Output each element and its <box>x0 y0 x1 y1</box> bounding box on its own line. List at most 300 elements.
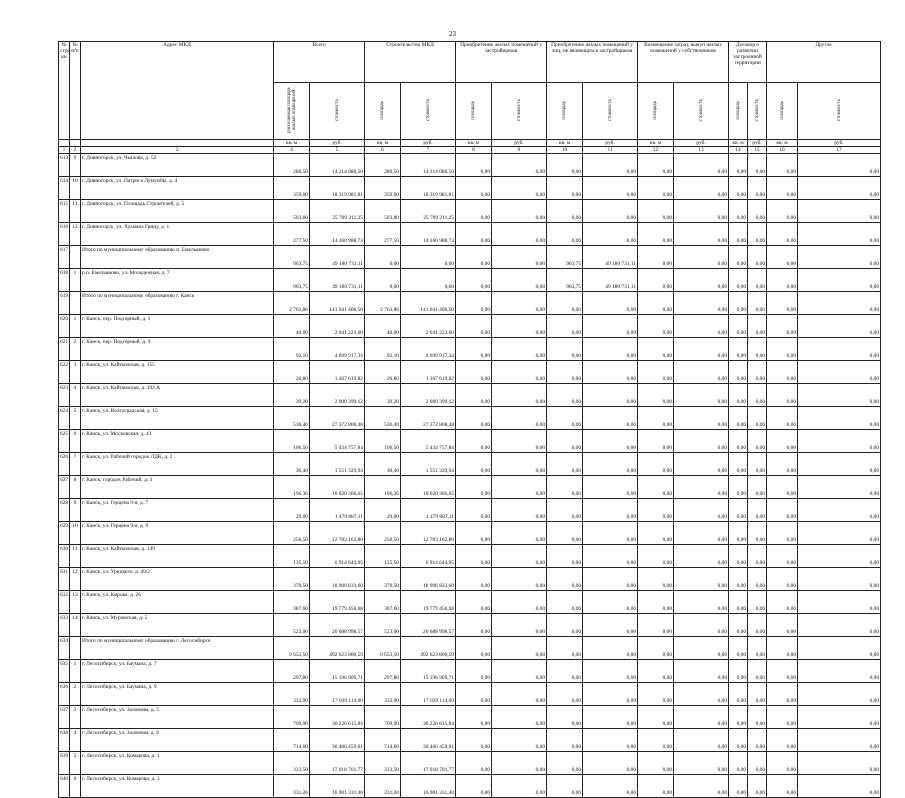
value-cell: 0,00 <box>583 660 638 683</box>
value-cell: 0,00 <box>456 706 492 729</box>
value-cell: 0,00 <box>748 545 767 568</box>
pp-number-cell: 4 <box>70 729 81 752</box>
units-row <box>59 140 881 147</box>
value-cell: 0,00 <box>547 338 583 361</box>
value-cell: 135,50 <box>274 545 310 568</box>
value-cell: 0,00 <box>729 637 748 660</box>
column-number-cell: 5 <box>310 147 365 154</box>
value-cell: 250,50 <box>365 522 401 545</box>
value-cell: 0,00 <box>638 223 674 246</box>
address-cell: г. Дивногорск, ул. Хулмана Грицу, д. 1 <box>81 223 274 246</box>
column-number-cell: 1 <box>59 147 70 154</box>
page-number: 23 <box>449 30 456 38</box>
value-cell: 0,00 <box>674 154 729 177</box>
value-cell: 0,00 <box>798 430 881 453</box>
value-cell: 331,20 <box>365 775 401 798</box>
value-cell: 0,00 <box>583 476 638 499</box>
value-cell: 277,50 <box>365 223 401 246</box>
value-cell: 0,00 <box>748 177 767 200</box>
value-cell: 963,75 <box>274 246 310 269</box>
value-cell: 19 779 456,68 <box>401 591 456 614</box>
subhead-cost: стоимость <box>334 99 340 121</box>
value-cell: 0,00 <box>729 292 748 315</box>
table-row <box>59 223 881 246</box>
column-number-cell: 6 <box>365 147 401 154</box>
value-cell: 0,00 <box>638 660 674 683</box>
value-cell: 0,00 <box>638 384 674 407</box>
address-cell: г. Лесосибирск, ул. Комарова, д. 1 <box>81 752 274 775</box>
value-cell: 15 196 909,71 <box>310 660 365 683</box>
value-cell: 0,00 <box>547 476 583 499</box>
value-cell: 0,00 <box>748 246 767 269</box>
column-number-cell: 14 <box>729 147 748 154</box>
value-cell: 0,00 <box>583 499 638 522</box>
value-cell: 0,00 <box>798 591 881 614</box>
value-cell: 0,00 <box>492 476 547 499</box>
value-cell: 0,00 <box>729 476 748 499</box>
table-row <box>59 591 881 614</box>
value-cell: 0,00 <box>767 706 798 729</box>
value-cell: 0,00 <box>729 660 748 683</box>
row-number-cell: 628 <box>59 499 70 522</box>
value-cell: 14 160 988,73 <box>401 223 456 246</box>
header-purchase-developers: Приобретение жилых помещений у застройщиков <box>456 42 547 83</box>
value-cell: 0,00 <box>798 315 881 338</box>
value-cell: 1 551 329,94 <box>310 453 365 476</box>
value-cell: 0,00 <box>767 292 798 315</box>
value-cell: 0,00 <box>798 200 881 223</box>
value-cell: 0,00 <box>583 361 638 384</box>
address-cell: г. Канск, ул. Кайтымская, д. 149 <box>81 545 274 568</box>
value-cell: 523,00 <box>365 614 401 637</box>
value-cell: 0,00 <box>638 177 674 200</box>
value-cell: 0,00 <box>767 177 798 200</box>
table-row <box>59 177 881 200</box>
table-row <box>59 775 881 798</box>
table-row <box>59 522 881 545</box>
value-cell: 12 783 162,80 <box>401 522 456 545</box>
value-cell: 0,00 <box>638 407 674 430</box>
value-cell: 0,00 <box>583 223 638 246</box>
value-cell: 0,00 <box>674 591 729 614</box>
value-cell: 0,00 <box>492 729 547 752</box>
row-number-cell: 617 <box>59 246 70 269</box>
value-cell: 0,00 <box>492 338 547 361</box>
value-cell: 26,80 <box>365 361 401 384</box>
value-cell: 0,00 <box>547 223 583 246</box>
value-cell: 0,00 <box>456 453 492 476</box>
value-cell: 0,00 <box>674 545 729 568</box>
value-cell: 0,00 <box>798 177 881 200</box>
value-cell: 0,00 <box>674 200 729 223</box>
value-cell: 27 372 808,48 <box>310 407 365 430</box>
value-cell: 0,00 <box>674 315 729 338</box>
address-cell: г. Лесосибирск, ул. Заломова, д. 6 <box>81 729 274 752</box>
value-cell: 0,00 <box>456 407 492 430</box>
pp-number-cell: 14 <box>70 614 81 637</box>
value-cell: 536,40 <box>274 407 310 430</box>
value-cell: 0,00 <box>748 614 767 637</box>
value-cell: 503,80 <box>365 200 401 223</box>
value-cell: 0,00 <box>583 706 638 729</box>
value-cell: 14 314 080,50 <box>401 154 456 177</box>
table-row <box>59 568 881 591</box>
value-cell: 0,00 <box>729 315 748 338</box>
value-cell: 0,00 <box>748 706 767 729</box>
value-cell: 333,90 <box>365 683 401 706</box>
value-cell: 714,60 <box>365 729 401 752</box>
value-cell: 0,00 <box>456 154 492 177</box>
value-cell: 0,00 <box>748 568 767 591</box>
pp-number-cell: 1 <box>70 315 81 338</box>
column-number-cell: 3 <box>81 147 274 154</box>
subhead-cost: стоимость <box>607 99 613 121</box>
value-cell: 0,00 <box>456 476 492 499</box>
value-cell: 0,00 <box>492 200 547 223</box>
value-cell: 0,00 <box>547 637 583 660</box>
value-cell: 0,00 <box>492 384 547 407</box>
value-cell: 0,00 <box>748 269 767 292</box>
table-row <box>59 637 881 660</box>
value-cell: 29,00 <box>365 499 401 522</box>
value-cell: 0,00 <box>456 246 492 269</box>
address-cell: Итого по муниципальному образованию г. Канск <box>81 292 274 315</box>
table-row <box>59 200 881 223</box>
value-cell: 40,00 <box>274 315 310 338</box>
pp-number-cell: 6 <box>70 775 81 798</box>
value-cell: 0,00 <box>583 729 638 752</box>
value-cell: 0,00 <box>547 591 583 614</box>
value-cell: 359,00 <box>274 177 310 200</box>
value-cell: 106,50 <box>274 430 310 453</box>
value-cell: 0,00 <box>674 407 729 430</box>
value-cell: 1 479 887,11 <box>310 499 365 522</box>
value-cell: 0,00 <box>547 200 583 223</box>
pp-number-cell: 4 <box>70 384 81 407</box>
value-cell: 0,00 <box>674 453 729 476</box>
value-cell: 0,00 <box>798 683 881 706</box>
value-cell: 0,00 <box>456 292 492 315</box>
value-cell: 0,00 <box>583 545 638 568</box>
value-cell: 0,00 <box>638 476 674 499</box>
value-cell: 963,75 <box>274 269 310 292</box>
address-cell: г. Канск, ул. Герцена 9-я, д. 7 <box>81 499 274 522</box>
row-number-cell: 626 <box>59 453 70 476</box>
value-cell: 0,00 <box>547 154 583 177</box>
pp-number-cell <box>70 292 81 315</box>
subhead-area: площадь <box>779 100 785 120</box>
value-cell: 0,00 <box>748 292 767 315</box>
value-cell: 0,00 <box>729 568 748 591</box>
value-cell: 49 180 731,11 <box>310 269 365 292</box>
value-cell: 2 041 223,60 <box>310 315 365 338</box>
value-cell: 0,00 <box>583 453 638 476</box>
value-cell: 0,00 <box>456 568 492 591</box>
value-cell: 0,00 <box>492 499 547 522</box>
value-cell: 0,00 <box>456 200 492 223</box>
value-cell: 0,00 <box>492 154 547 177</box>
row-number-cell: 618 <box>59 269 70 292</box>
units-cell: кв. м <box>456 140 492 147</box>
value-cell: 0,00 <box>583 315 638 338</box>
value-cell: 0,00 <box>674 499 729 522</box>
value-cell: 0,00 <box>492 545 547 568</box>
value-cell: 0,00 <box>767 660 798 683</box>
units-cell: руб. <box>310 140 365 147</box>
value-cell: 0,00 <box>492 614 547 637</box>
value-cell: 0,00 <box>748 453 767 476</box>
value-cell: 0,00 <box>674 522 729 545</box>
value-cell: 5 434 757,84 <box>310 430 365 453</box>
table-row <box>59 476 881 499</box>
address-cell: г. Канск, ул. Урицкого, д. 49/2 <box>81 568 274 591</box>
value-cell: 0,00 <box>456 729 492 752</box>
value-cell: 0,00 <box>456 591 492 614</box>
value-cell: 0,00 <box>638 361 674 384</box>
value-cell: 0,00 <box>729 430 748 453</box>
units-cell: руб. <box>798 140 881 147</box>
value-cell: 0,00 <box>674 752 729 775</box>
value-cell: 18 906 833,60 <box>401 568 456 591</box>
value-cell: 0,00 <box>547 729 583 752</box>
address-cell: г. Канск, ул. Рабочий городок ЛДК, д. 2 <box>81 453 274 476</box>
value-cell: 141 041 406,50 <box>401 292 456 315</box>
units-cell: руб. <box>583 140 638 147</box>
value-cell: 0,00 <box>456 315 492 338</box>
value-cell: 0,00 <box>798 614 881 637</box>
value-cell: 0,00 <box>583 522 638 545</box>
value-cell: 2 041 223,60 <box>401 315 456 338</box>
value-cell: 0,00 <box>767 775 798 798</box>
value-cell: 1 367 619,82 <box>310 361 365 384</box>
value-cell: 0,00 <box>547 499 583 522</box>
value-cell: 0,00 <box>767 407 798 430</box>
value-cell: 0,00 <box>547 430 583 453</box>
value-cell: 6 914 644,95 <box>401 545 456 568</box>
value-cell: 0,00 <box>456 499 492 522</box>
header-other: Другое <box>767 42 881 83</box>
value-cell: 0,00 <box>583 384 638 407</box>
value-cell: 0,00 <box>729 752 748 775</box>
value-cell: 0,00 <box>729 729 748 752</box>
subhead-cost: стоимость <box>836 99 842 121</box>
value-cell: 0,00 <box>748 430 767 453</box>
units-cell: кв. м <box>365 140 401 147</box>
value-cell: 0,00 <box>638 338 674 361</box>
value-cell: 0,00 <box>674 430 729 453</box>
value-cell: 0,00 <box>798 292 881 315</box>
value-cell: 0,00 <box>674 660 729 683</box>
subhead-cost: стоимость <box>425 99 431 121</box>
value-cell: 0,00 <box>798 154 881 177</box>
value-cell: 0,00 <box>638 752 674 775</box>
row-number-cell: 630 <box>59 545 70 568</box>
value-cell: 19 779 456,68 <box>310 591 365 614</box>
value-cell: 280,50 <box>274 154 310 177</box>
units-cell-empty <box>81 140 274 147</box>
row-number-cell: 640 <box>59 775 70 798</box>
row-number-cell: 625 <box>59 430 70 453</box>
value-cell: 15 196 909,71 <box>401 660 456 683</box>
value-cell: 0,00 <box>729 499 748 522</box>
table-row <box>59 683 881 706</box>
value-cell: 0,00 <box>547 706 583 729</box>
value-cell: 0,00 <box>674 476 729 499</box>
value-cell: 0,00 <box>674 177 729 200</box>
column-numbers-row <box>59 147 881 154</box>
value-cell: 2 763,86 <box>274 292 310 315</box>
value-cell: 14 160 988,73 <box>310 223 365 246</box>
pp-number-cell: 9 <box>70 154 81 177</box>
value-cell: 492 623 800,59 <box>401 637 456 660</box>
value-cell: 297,80 <box>274 660 310 683</box>
value-cell: 0,00 <box>492 775 547 798</box>
value-cell: 0,00 <box>638 591 674 614</box>
value-cell: 277,50 <box>274 223 310 246</box>
value-cell: 2 000 399,12 <box>401 384 456 407</box>
value-cell: 36 466 459,61 <box>310 729 365 752</box>
value-cell: 0,00 <box>638 637 674 660</box>
value-cell: 503,80 <box>274 200 310 223</box>
table-row <box>59 338 881 361</box>
subhead-cost: стоимость <box>754 99 760 121</box>
pp-number-cell: 12 <box>70 223 81 246</box>
value-cell: 36 226 615,84 <box>310 706 365 729</box>
row-number-cell: 619 <box>59 292 70 315</box>
value-cell: 6 914 644,95 <box>310 545 365 568</box>
value-cell: 523,00 <box>274 614 310 637</box>
value-cell: 0,00 <box>583 637 638 660</box>
value-cell: 0,00 <box>638 683 674 706</box>
value-cell: 0,00 <box>401 246 456 269</box>
row-number-cell: 636 <box>59 683 70 706</box>
value-cell: 0,00 <box>767 430 798 453</box>
value-cell: 0,00 <box>492 292 547 315</box>
header-construction: Строительство МКД <box>365 42 456 83</box>
value-cell: 0,00 <box>492 568 547 591</box>
value-cell: 40,00 <box>365 315 401 338</box>
value-cell: 0,00 <box>748 591 767 614</box>
address-cell: г. Канск, пер. Подгорный, д. 1 <box>81 315 274 338</box>
subhead-area: площадь <box>380 100 385 120</box>
row-number-cell: 614 <box>59 177 70 200</box>
header-pp-number: № п/п <box>70 42 81 140</box>
value-cell: 0,00 <box>492 453 547 476</box>
value-cell: 0,00 <box>456 177 492 200</box>
value-cell: 0,00 <box>798 637 881 660</box>
value-cell: 0,00 <box>767 269 798 292</box>
value-cell: 9 653,50 <box>274 637 310 660</box>
value-cell: 0,00 <box>798 545 881 568</box>
value-cell: 331,20 <box>274 775 310 798</box>
value-cell: 0,00 <box>547 614 583 637</box>
value-cell: 0,00 <box>638 568 674 591</box>
value-cell: 0,00 <box>674 361 729 384</box>
column-number-cell: 10 <box>547 147 583 154</box>
units-cell: руб. <box>492 140 547 147</box>
value-cell: 30,40 <box>365 453 401 476</box>
pp-number-cell: 2 <box>70 683 81 706</box>
header-contract: Договор о развитии застроенной территории <box>729 42 767 83</box>
value-cell: 0,00 <box>767 614 798 637</box>
table-row <box>59 292 881 315</box>
value-cell: 0,00 <box>638 315 674 338</box>
value-cell: 12 783 162,80 <box>310 522 365 545</box>
units-cell-empty <box>70 140 81 147</box>
row-number-cell: 616 <box>59 223 70 246</box>
value-cell: 0,00 <box>767 361 798 384</box>
address-cell: г. Канск, ул. Муромская, д. 5 <box>81 614 274 637</box>
value-cell: 18 319 981,81 <box>310 177 365 200</box>
units-cell-empty <box>59 140 70 147</box>
value-cell: 0,00 <box>767 683 798 706</box>
value-cell: 0,00 <box>492 591 547 614</box>
units-cell: руб. <box>748 140 767 147</box>
value-cell: 92,10 <box>365 338 401 361</box>
value-cell: 0,00 <box>492 407 547 430</box>
value-cell: 0,00 <box>492 660 547 683</box>
value-cell: 0,00 <box>767 384 798 407</box>
row-number-cell: 632 <box>59 591 70 614</box>
value-cell: 536,40 <box>365 407 401 430</box>
value-cell: 0,00 <box>729 154 748 177</box>
value-cell: 0,00 <box>638 706 674 729</box>
value-cell: 0,00 <box>748 384 767 407</box>
pp-number-cell: 7 <box>70 453 81 476</box>
units-cell: кв. м <box>767 140 798 147</box>
value-cell: 106,50 <box>365 430 401 453</box>
value-cell: 0,00 <box>547 522 583 545</box>
value-cell: 0,00 <box>583 568 638 591</box>
pp-number-cell: 1 <box>70 660 81 683</box>
value-cell: 0,00 <box>798 729 881 752</box>
value-cell: 0,00 <box>748 200 767 223</box>
value-cell: 0,00 <box>638 453 674 476</box>
value-cell: 0,00 <box>767 522 798 545</box>
value-cell: 714,60 <box>274 729 310 752</box>
value-cell: 0,00 <box>748 752 767 775</box>
value-cell: 0,00 <box>748 476 767 499</box>
value-cell: 0,00 <box>748 407 767 430</box>
value-cell: 0,00 <box>492 430 547 453</box>
value-cell: 0,00 <box>729 177 748 200</box>
value-cell: 196,36 <box>274 476 310 499</box>
value-cell: 709,90 <box>365 706 401 729</box>
value-cell: 4 699 917,34 <box>310 338 365 361</box>
table-row <box>59 407 881 430</box>
value-cell: 0,00 <box>365 269 401 292</box>
value-cell: 0,00 <box>638 545 674 568</box>
address-cell: г. Канск, ул. Герцена 9-я, д. 9 <box>81 522 274 545</box>
value-cell: 1 479 887,11 <box>401 499 456 522</box>
row-number-cell: 613 <box>59 154 70 177</box>
value-cell: 0,00 <box>729 683 748 706</box>
pp-number-cell: 11 <box>70 545 81 568</box>
pp-number-cell: 13 <box>70 591 81 614</box>
value-cell: 0,00 <box>729 545 748 568</box>
table-row <box>59 154 881 177</box>
value-cell: 0,00 <box>729 246 748 269</box>
resettlement-table <box>58 41 881 798</box>
value-cell: 0,00 <box>798 522 881 545</box>
value-cell: 0,00 <box>456 752 492 775</box>
value-cell: 0,00 <box>748 361 767 384</box>
pp-number-cell: 3 <box>70 706 81 729</box>
units-cell: кв. м <box>638 140 674 147</box>
value-cell: 2 763,86 <box>365 292 401 315</box>
value-cell: 370,50 <box>274 568 310 591</box>
value-cell: 0,00 <box>767 729 798 752</box>
